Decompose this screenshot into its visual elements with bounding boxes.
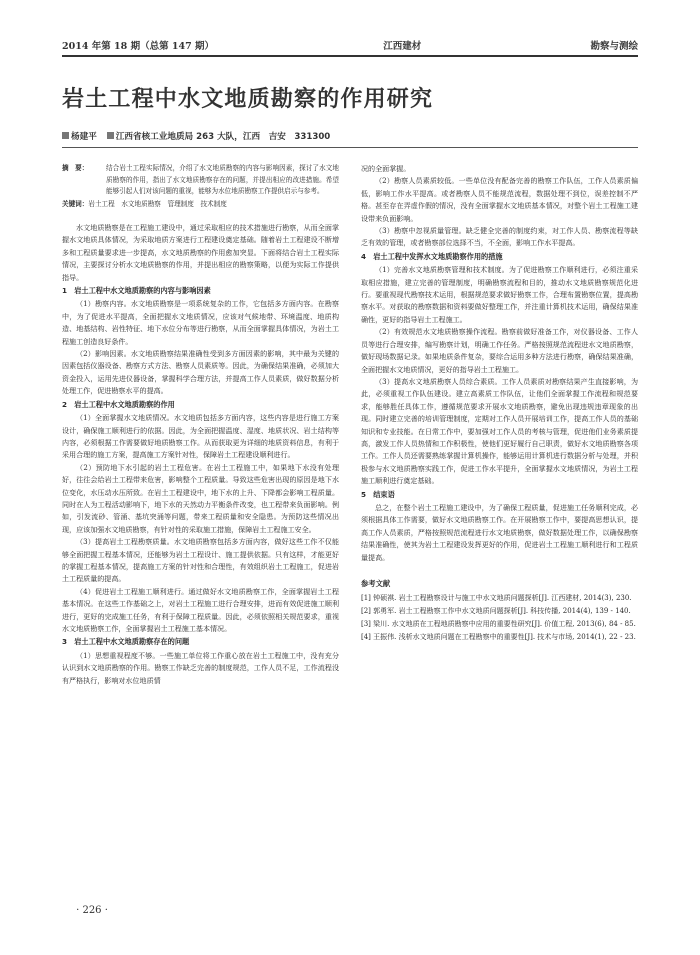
paragraph: （2）影响因素。水文地质勘察结果准确性受到多方面因素的影响，其中最为关键的因素包括仪器设备、勘察方式方法、勘察人员素质等。因此，为确保结果准确，必须加大资金投入，运用先进仪器设备，掌握科学合理方法，并提高工作人员素质，做好数据分析处理工作，促进勘察水平的提高。 — [62, 349, 339, 396]
abstract — [62, 163, 339, 198]
author-name: 杨建平 — [71, 132, 97, 142]
page-number: · 226 · — [76, 905, 108, 916]
abstract-text: 结合岩土工程实际情况，介绍了水文地质勘察的内容与影响因素，探讨了水文地质勘察的作用，指出了水文地质勘察存在的问题，并提出相应的改进措施。希望能够引起人们对该问题的重视，能够为水位地质勘察工作提供启示与参考。 — [106, 164, 339, 195]
paragraph: 水文地质勘察是在工程施工建设中，通过采取相应的技术措施进行勘察，从而全面掌握水文地质具体情况，为采取地质方案进行工程建设奠定基础。随着岩土工程建设不断增多和工程质量要求进一步提高，水文地质勘察的作用愈加突显。下面将结合岩土工程实际情况，主要探讨分析水文地质勘察的作用，并提出相应的勘察策略，以便为实际工作提供指导。 — [62, 223, 339, 282]
article-title: 岩土工程中水文地质勘察的作用研究 — [62, 87, 434, 112]
reference-item: [2] 郭勇军. 岩土工程勘察工作中水文地质问题探析[J]. 科技传播, 2014(4), 139 - 140. — [361, 607, 631, 616]
journal-name: 江西建材 — [383, 41, 422, 52]
left-column — [62, 163, 339, 687]
author-affiliation: 江西省核工业地质局 263 大队，江西 吉安 331300 — [115, 132, 331, 142]
paragraph: （1）勘察内容。水文地质勘察是一项系统复杂的工作，它包括多方面内容。在勘察中，为了促进水平提高，全面把握水文地质情况，应该对气候地带、环境温度、地质构造、地基结构、岩性特征、地下水位分布等进行勘察，从而全面掌握具体情况，为岩土工程施工创造良好条件。 — [62, 299, 339, 346]
paragraph: （3）勘察中忽视质量管理。缺乏健全完善的制度约束，对工作人员、勘察流程等缺乏有效的管理，或者勘察部位选择不当，不全面，影响工作水平提高。 — [361, 226, 638, 248]
left-column-body — [62, 222, 339, 687]
references-title: 参考文献 — [361, 579, 391, 588]
paragraph: （1）完善水文地质勘察管理和技术制度。为了促进勘察工作顺利进行，必须注重采取相应措施，建立完善的管理制度，明确勘察流程和目的，推动水文地质勘察规范化进行。要重视现代勘察技术运用，根据规范要求做好勘察工作，合理布置勘察位置，提高勘察水平。对获取的勘察数据和资料要做好整理工作，并注重计算机技术运用，确保结果准确性，更好的指导岩土工程施工。 — [361, 265, 638, 324]
paragraph: （1）全面掌握水文地质情况。水文地质包括多方面内容，这些内容是进行施工方案设计，确保施工顺利进行的依据。因此，为全面把握温度、湿度、地质状况、岩土结构等内容，必须根据工作需要做好地质勘察工作。从而获取更为详细的地质资料信息，有利于采用合理的施工方案，提高施工方案针对性，保障岩土工程建设顺利进行。 — [62, 413, 339, 460]
abstract-label: 摘 要： — [62, 164, 89, 172]
paragraph: （3）提高水文地质勘察人员综合素质。工作人员素质对勘察结果产生直接影响，为此，必须重视工作队伍建设。建立高素质工作队伍，让他们全面掌握工作流程和规范要求，能够胜任具体工作，遵循规范要求开展水文地质勘察，避免出现违规违章现象的出现。同时建立完善的培训管理制度，定期对工作人员开展培训工作，提高工作人员的基础知识和专业技能。在日常工作中，要加强对工作人员的考核与管理，促进他们业务素质提高，激发工作人员热情和工作积极性，使他们更好履行自己职责，做好水文地质勘察各项工作。工作人员还需要熟练掌握计算机操作，能够运用计算机进行数据分析与处理，并积极参与水文地质勘察实践工作，促进工作水平提升，全面掌握水文地质情况，为岩土工程施工顺利进行奠定基础。 — [361, 376, 638, 486]
issue-info: 2014 年第 18 期（总第 147 期） — [62, 41, 215, 52]
affiliation-bullet-icon — [107, 132, 114, 139]
author-line — [62, 130, 638, 148]
paragraph: （3）提高岩土工程勘察质量。水文地质勘察包括多方面内容，做好这些工作不仅能够全面把握工程基本情况，还能够为岩土工程设计、施工提供依据。只有这样，才能更好的掌握工程基本情况，提高施工方案的针对性和合理性，有效组织岩土工程施工，促进岩土工程质量的提高。 — [62, 537, 339, 584]
right-column — [361, 163, 638, 644]
section-heading: 2 岩土工程中水文地质勘察的作用 — [62, 399, 175, 409]
paragraph: （1）思想重视程度不够。一些施工单位将工作重心放在岩土工程施工中，没有充分认识到水文地质勘察的作用。勘察工作缺乏完善的制度规范，工作人员不足，工作流程没有严格执行，影响对水位地质情 — [62, 650, 339, 685]
paragraph: 总之，在整个岩土工程施工建设中，为了确保工程质量，促进施工任务顺利完成，必须根据具体工作需要，做好水文地质勘察工作。在开展勘察工作中，要提高思想认识，提高工作人员素质，严格按照规范流程进行水文地质勘察，做好数据处理工作，以确保勘察结果准确性，使其为岩土工程建设发挥更好的作用，促进岩土工程施工顺利进行和工程质量提高。 — [361, 502, 638, 562]
running-header — [62, 38, 638, 54]
paragraph: （2）勘察人员素质较低。一些单位没有配备完善的勘察工作队伍，工作人员素质偏低，影响工作水平提高。或者勘察人员不能规范流程，数据处理不到位，误差控制不严格。甚至存在弄虚作假的情况，没有全面掌握水文地质基本情况，对整个岩土工程施工建设带来负面影响。 — [361, 176, 638, 223]
right-column-body — [361, 163, 638, 564]
paragraph: （2）预防地下水引起的岩土工程危害。在岩土工程施工中，如果地下水没有处理好，往往会给岩土工程带来危害，影响整个工程质量。导致这些危害出现的原因是地下水位变化，水压动水压所致。在岩土工程建设中，地下水的上升、下降都会影响工程质量。同时在人为工程活动影响下，地下水的天然动力平衡条件改变，也工程带来负面影响。例如，引发流砂、管涌、基坑突涌等问题，带来工程质量和安全隐患。为预防这些情况出现，应该加强水文地质勘察，有针对性的采取施工措施，保障岩土工程施工安全。 — [62, 462, 339, 534]
paragraph: （4）促进岩土工程施工顺利进行。通过做好水文地质勘察工作，全面掌握岩土工程基本情况。在这些工作基础之上，对岩土工程施工进行合理安排，进而有效促进施工顺利进行，更好的完成施工任务，有利于保障工程质量。因此，必须依照相关规范要求，重视水文地质勘察工作，全面掌握岩土工程施工基本情况。 — [62, 586, 339, 633]
reference-item: [3] 梁川. 水文地质在工程地质勘察中应用的重要性研究[J]. 价值工程, 2013(6), 84 - 85. — [361, 620, 636, 628]
paragraph: 况的全面掌握。 — [361, 164, 411, 173]
section-heading: 5 结束语 — [361, 489, 395, 499]
reference-item: [4] 王振伟. 浅析水文地质问题在工程勘察中的重要性[J]. 技术与市场, 2014(1), 22 - 23. — [361, 632, 636, 641]
keywords-label: 关键词： — [62, 199, 89, 208]
header-rule — [62, 55, 638, 57]
keywords-text: 岩土工程 水文地质勘察 管理制度 技术制度 — [88, 199, 227, 208]
section-heading: 4 岩土工程中发挥水文地质勘察作用的措施 — [361, 251, 503, 261]
reference-item: [1] 钟硕祺. 岩土工程勘察设计与施工中水文地质问题探析[J]. 江西建材, 2014(3), 230. — [361, 594, 632, 603]
references-list — [361, 592, 638, 643]
author-bullet-icon — [62, 132, 69, 139]
section-name: 勘察与测绘 — [590, 41, 638, 52]
section-heading: 1 岩土工程中水文地质勘察的内容与影响因素 — [62, 286, 211, 296]
paragraph: （2）有效规范水文地质勘察操作流程。勘察前做好准备工作，对仪器设备、工作人员等进行合理安排，编写勘察计划，明确工作任务。严格按照规范流程进水文地质勘察，做好现场数据记录。如果地质条件复杂，要综合运用多种方法进行勘察，确保结果准确，全面把握水文地质情况，更好的指导岩土工程施工。 — [361, 327, 638, 374]
section-heading: 3 岩土工程中水文地质勘察存在的问题 — [62, 637, 190, 647]
keywords — [62, 199, 339, 211]
